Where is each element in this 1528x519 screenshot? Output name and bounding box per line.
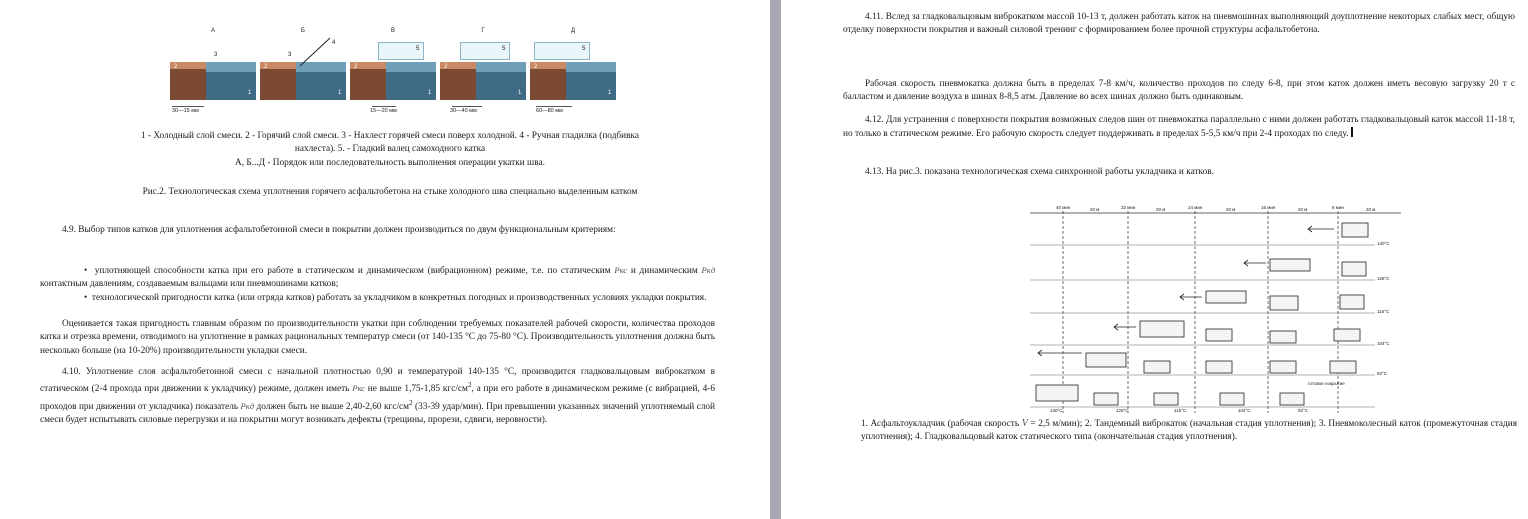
paragraph-4-10: [40, 366, 715, 427]
figure2-caption: Рис.2. Технологическая схема уплотнения горячего асфальтобетона на стыке холодного шва специально выделенным катком: [142, 187, 638, 197]
figure-panel-d: Д 5 2 1 60—80 мм: [530, 26, 616, 130]
text-run: должен быть не выше 2,40-2,60 кгс/см: [256, 401, 410, 412]
figure-panel-b: Б 2 3 4 1: [260, 26, 346, 130]
legend-line: А, Б...Д - Порядок или последовательность выполнения операции укатки шва.: [235, 157, 545, 168]
page-gutter: [770, 0, 781, 519]
text-run: 4.12. Для устранения с поверхности покрытия возможных следов шин от пневмокатка параллельно с ними должен работать гладковальцовый каток массой 11-18 т, но только в статическом режиме. Его рабочую скорость следует поддерживать в пределах 5-5,5 км/ч при 2-4 проходах по следу.: [843, 115, 1515, 140]
text-run: (33-39 удар/мин). При превышении указанных значений уплотняемый слой смеси будет испытывать силовые перегрузки и на покрытии могут возникать дефекты (трещины, прорези, сдвиги, неровности).: [40, 401, 716, 426]
list-item-text: и динамическим: [630, 266, 698, 276]
joint-compaction-figure: [170, 26, 610, 130]
dimension-label: 30—40 мм: [450, 108, 477, 114]
static-pressure-symbol: Pкс: [614, 265, 628, 275]
finished-surface-label: готовое покрытие: [1308, 381, 1345, 386]
diagram-canvas: [1030, 203, 1401, 415]
hot-layer-top: [386, 62, 436, 72]
temperature-label: 104°C: [1238, 408, 1251, 413]
superscript: 2: [467, 381, 472, 390]
temperature-label: 92°C: [1377, 371, 1388, 376]
dimension-label: 60—80 мм: [536, 108, 563, 114]
static-pressure-symbol: Pкс: [352, 383, 365, 394]
bullet-list: [40, 264, 715, 305]
paragraph-4-12: [843, 114, 1515, 142]
text-run: 1. Асфальтоукладчик (рабочая скорость: [861, 419, 1020, 429]
text-run: = 2,5 м/мин); 2. Тандемный виброкаток (начальная стадия уплотнения); 3. Пневмоколесный каток (промежуточная стадия уплотнения); 4. Гладковальцовый каток статического типа (окончательная стадия уплотнения).: [861, 419, 1518, 443]
figure-panel-v: В 5 2 1 15—20 мм: [350, 26, 436, 130]
list-item: • технологической пригодности катка (или отряда катков) работать за укладчиком в конкретных погодных и производственных условиях укладки покрытия.: [84, 292, 707, 303]
time-mark: 32 мин: [1121, 205, 1136, 210]
time-mark: 8 мин: [1332, 205, 1344, 210]
paragraph-4-13: 4.13. На рис.3. показана технологическая схема синхронной работы укладчика и катков.: [865, 167, 1214, 177]
time-mark: 24 мин: [1188, 205, 1203, 210]
figure-panel-g: Г 5 2 1 30—40 мм: [440, 26, 526, 130]
panel-label: Г: [481, 28, 485, 34]
hand-tamper-icon: [260, 26, 346, 76]
temperature-label: 116°C: [1377, 309, 1390, 314]
paragraph-speed: Рабочая скорость пневмокатка должна быть в пределах 7-8 км/ч, количество проходов по следу 6-8, при этом каток должен иметь весовую загрузку 20 т с балластом и давление воздуха в шинах 8-8,5 атм. Давление во всех шинах должно быть одинаковым.: [843, 79, 1515, 103]
legend-line: 1 - Холодный слой смеси. 2 - Горячий слой смеси. 3 - Нахлест горячей смеси поверх холодной. 4 - Ручная гладилка (подбивка: [140, 131, 640, 141]
panel-label: Б: [301, 28, 305, 34]
figure3-caption: [861, 417, 1517, 445]
interval-label: 20 м: [1366, 207, 1376, 212]
temperature-label: 140°C: [1050, 408, 1063, 413]
list-item-text: технологической пригодности катка (или отряда катков) работать за укладчиком в конкретных погодных и производственных условиях укладки покрытия.: [91, 292, 707, 303]
interval-label: 20 м: [1298, 207, 1308, 212]
dimension-line: [536, 106, 572, 107]
paragraph-4-11: 4.11. Вслед за гладковальцовым виброкатком массой 10-13 т, должен работать каток на пневмошинах выполняющий доуплотнение некоторых слабых мест, общую отделку поверхности покрытия и важный силовой тренинг с формированием более прочной структуры асфальтобетона.: [843, 12, 1515, 36]
text-cursor: [1351, 127, 1353, 137]
panel-label: А: [210, 28, 215, 34]
superscript: 2: [409, 398, 413, 407]
time-mark: 40 мин: [1056, 205, 1071, 210]
dynamic-pressure-symbol: Pкд: [701, 265, 715, 275]
paragraph-4-9: 4.9. Выбор типов катков для уплотнения асфальтобетонной смеси в покрытии должен производиться по двум функциональным критериям:: [62, 225, 616, 235]
temperature-label: 128°C: [1116, 408, 1129, 413]
dimension-line: [172, 106, 204, 107]
list-item-text: контактным давлениям, создаваемым вальцами или пневмошинами катков;: [40, 279, 339, 290]
figure-panel-a: А 2 1 3 30—15 мм: [170, 26, 256, 130]
panel-label: В: [390, 28, 395, 34]
interval-label: 20 м: [1226, 207, 1236, 212]
text-run: не выше 1,75-1,85 кгс/см: [367, 384, 468, 395]
text-run: 4.10. Уплотнение слоя асфальтобетонной смеси с начальной плотностью 0,90 и температурой 140-135 °С, производится гладковальцовым виброкатком в статическом (2-4 прохода при движении к укладчику) режиме, должен иметь: [40, 367, 715, 395]
hot-layer-top: [476, 62, 526, 72]
roller-sequence-diagram: [1030, 203, 1401, 415]
right-page: [781, 0, 1528, 519]
text-run: , а при его работе в динамическом режиме (с вибрацией, 4-6 проходов при движении от укладчика) показатель: [40, 384, 716, 412]
hot-layer-top: [206, 62, 256, 72]
list-item: • уплотняющей способности катка при его работе в статическом и динамическом (вибрационном) режиме, т.е. по статическим Pкс и динамическим Pкд контактным давлениям, создаваемым вальцами или пневмошинами катков;: [40, 265, 715, 290]
dimension-line: [452, 106, 482, 107]
dimension-label: 30—15 мм: [172, 108, 199, 114]
speed-symbol: V: [1021, 418, 1028, 429]
legend-line: нахлеста). 5. - Гладкий валец самоходного катка: [294, 144, 486, 155]
dynamic-pressure-symbol: Pкд: [240, 400, 255, 411]
dimension-line: [372, 106, 396, 107]
temperature-label: 92°C: [1298, 408, 1309, 413]
dimension-label: 15—20 мм: [370, 108, 397, 114]
interval-label: 20 м: [1090, 207, 1100, 212]
temperature-label: 104°C: [1377, 341, 1390, 346]
list-item-text: уплотняющей способности катка при его работе в статическом и динамическом (вибрационном) режиме, т.е. по статическим: [94, 266, 611, 276]
paragraph-assessment: Оценивается такая пригодность главным образом по производительности укатки при соблюдении требуемых показателей рабочей скорости, количества проходов катка и отрезка времени, отводимого на уплотнение в рамках рациональных температур смеси (от 140-135 °С до 75-80 °С). Производительность уплотнения должна быть несколько больше (на 10-20%) производительности укладки смеси.: [40, 319, 715, 356]
time-mark: 16 мин: [1261, 205, 1276, 210]
temperature-label: 116°C: [1174, 408, 1187, 413]
interval-label: 20 м: [1156, 207, 1166, 212]
temperature-label: 140°C: [1377, 241, 1390, 246]
figure2-legend: [80, 130, 700, 170]
panel-label: Д: [570, 28, 576, 34]
temperature-label: 128°C: [1377, 276, 1390, 281]
hot-layer-top: [566, 62, 616, 72]
